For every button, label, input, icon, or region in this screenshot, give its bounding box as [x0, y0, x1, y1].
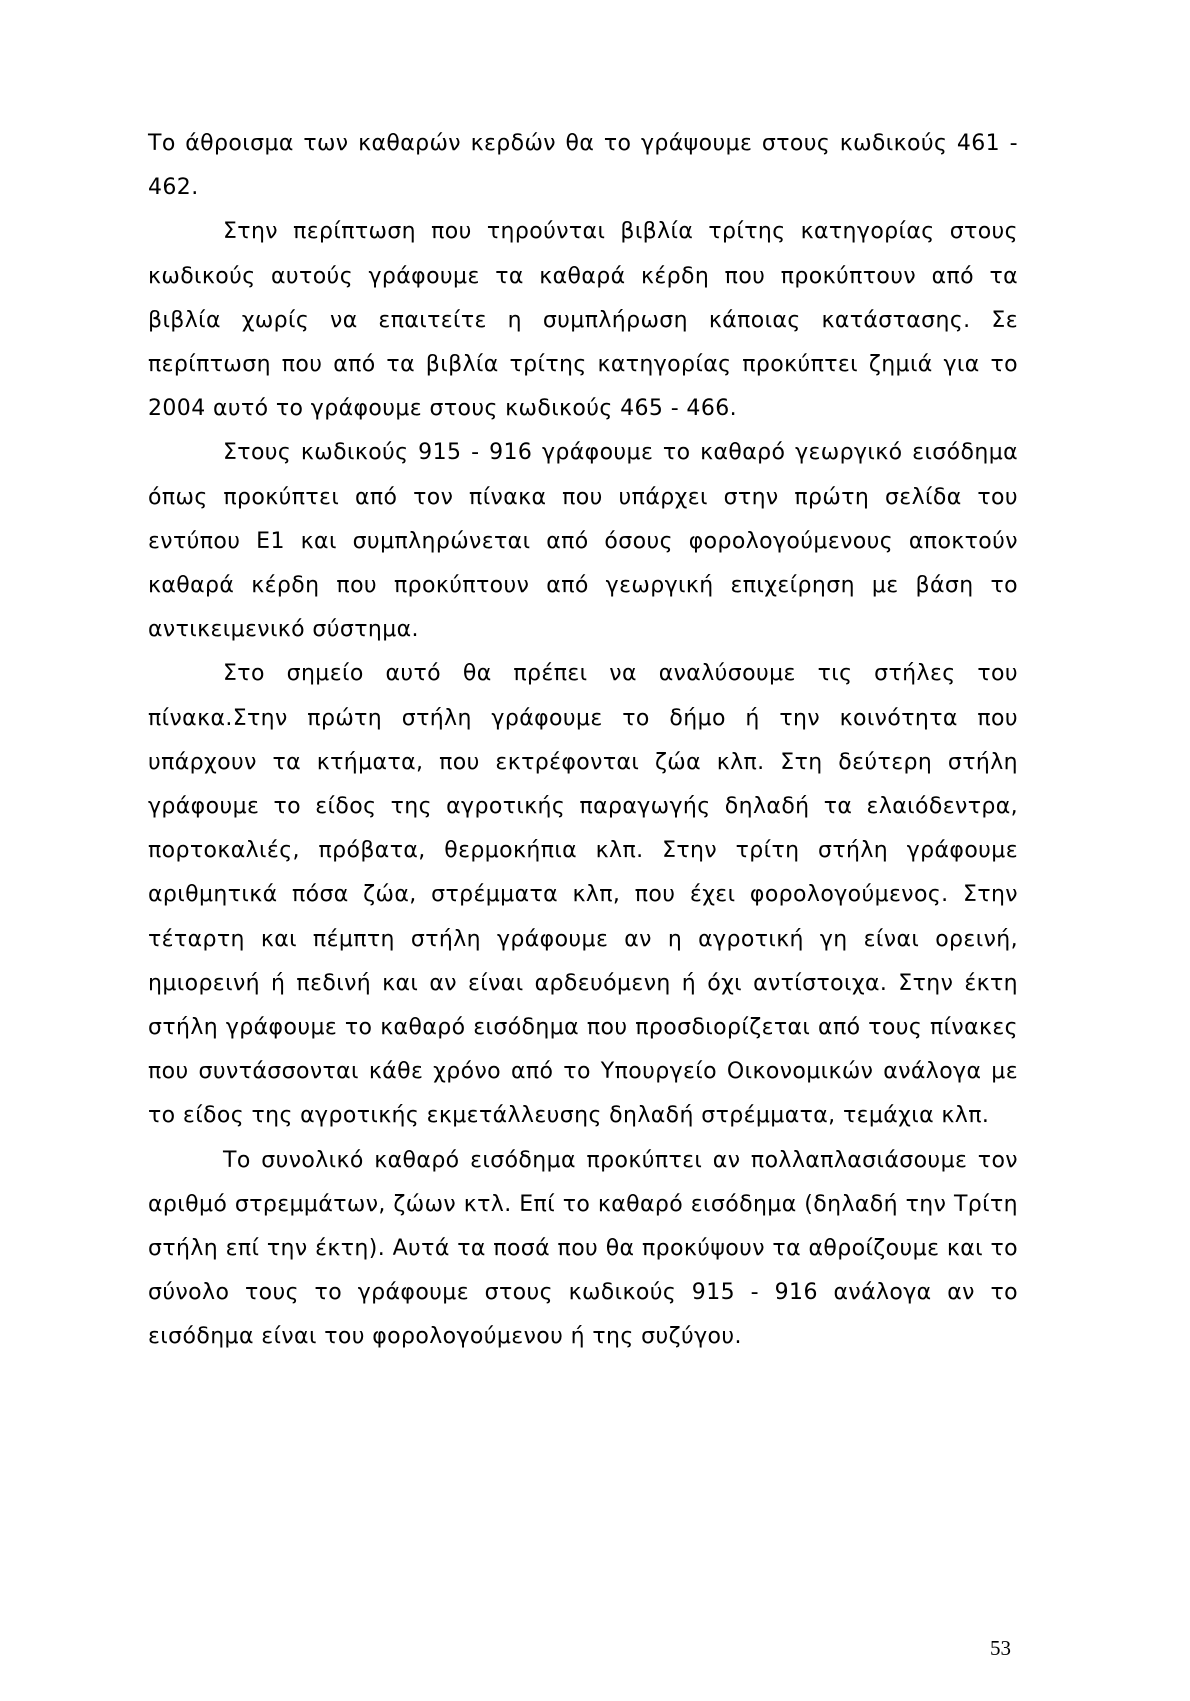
body-text	[148, 122, 1018, 1360]
page-number: 53	[990, 1636, 1011, 1660]
paragraph-total-income: Το συνολικό καθαρό εισόδημα προκύπτει αν πολλαπλασιάσουμε τον αριθμό στρεμμάτων, ζώων κτλ. Επί το καθαρό εισόδημα (δηλαδή την Τρίτη στήλη επί την έκτη). Αυτά τα ποσά που θα προκύψουν τα αθροίζουμε και το σύνολο τους το γράφουμε στους κωδικούς 915 - 916 ανάλογα αν το εισόδημα είναι του φορολογούμενου ή της συζύγου.	[148, 1147, 1018, 1350]
paragraph-third-category-books: Στην περίπτωση που τηρούνται βιβλία τρίτης κατηγορίας στους κωδικούς αυτούς γράφουμε τα καθαρά κέρδη που προκύπτουν από τα βιβλία χωρίς να επαιτείτε η συμπλήρωση κάποιας κατάστασης. Σε περίπτωση που από τα βιβλία τρίτης κατηγορίας προκύπτει ζημιά για το 2004 αυτό το γράφουμε στους κωδικούς 465 - 466.	[148, 219, 1018, 422]
paragraph-net-profit-sum: Το άθροισμα των καθαρών κερδών θα το γράψουμε στους κωδικούς 461 - 462.	[148, 131, 1018, 201]
paragraph-agricultural-income: Στους κωδικούς 915 - 916 γράφουμε το καθαρό γεωργικό εισόδημα όπως προκύπτει από τον πίνακα που υπάρχει στην πρώτη σελίδα του εντύπου Ε1 και συμπληρώνεται από όσους φορολογούμενους αποκτούν καθαρά κέρδη που προκύπτουν από γεωργική επιχείρηση με βάση το αντικειμενικό σύστημα.	[148, 440, 1018, 643]
paragraph-table-columns: Στο σημείο αυτό θα πρέπει να αναλύσουμε τις στήλες του πίνακα.Στην πρώτη στήλη γράφουμε το δήμο ή την κοινότητα που υπάρχουν τα κτήματα, που εκτρέφονται ζώα κλπ. Στη δεύτερη στήλη γράφουμε το είδος της αγροτικής παραγωγής δηλαδή τα ελαιόδεντρα, πορτοκαλιές, πρόβατα, θερμοκήπια κλπ. Στην τρίτη στήλη γράφουμε αριθμητικά πόσα ζώα, στρέμματα κλπ, που έχει φορολογούμενος. Στην τέταρτη και πέμπτη στήλη γράφουμε αν η αγροτική γη είναι ορεινή, ημιορεινή ή πεδινή και αν είναι αρδευόμενη ή όχι αντίστοιχα. Στην έκτη στήλη γράφουμε το καθαρό εισόδημα που προσδιορίζεται από τους πίνακες που συντάσσονται κάθε χρόνο από το Υπουργείο Οικονομικών ανάλογα με το είδος της αγροτικής εκμετάλλευσης δηλαδή στρέμματα, τεμάχια κλπ.	[148, 661, 1018, 1129]
